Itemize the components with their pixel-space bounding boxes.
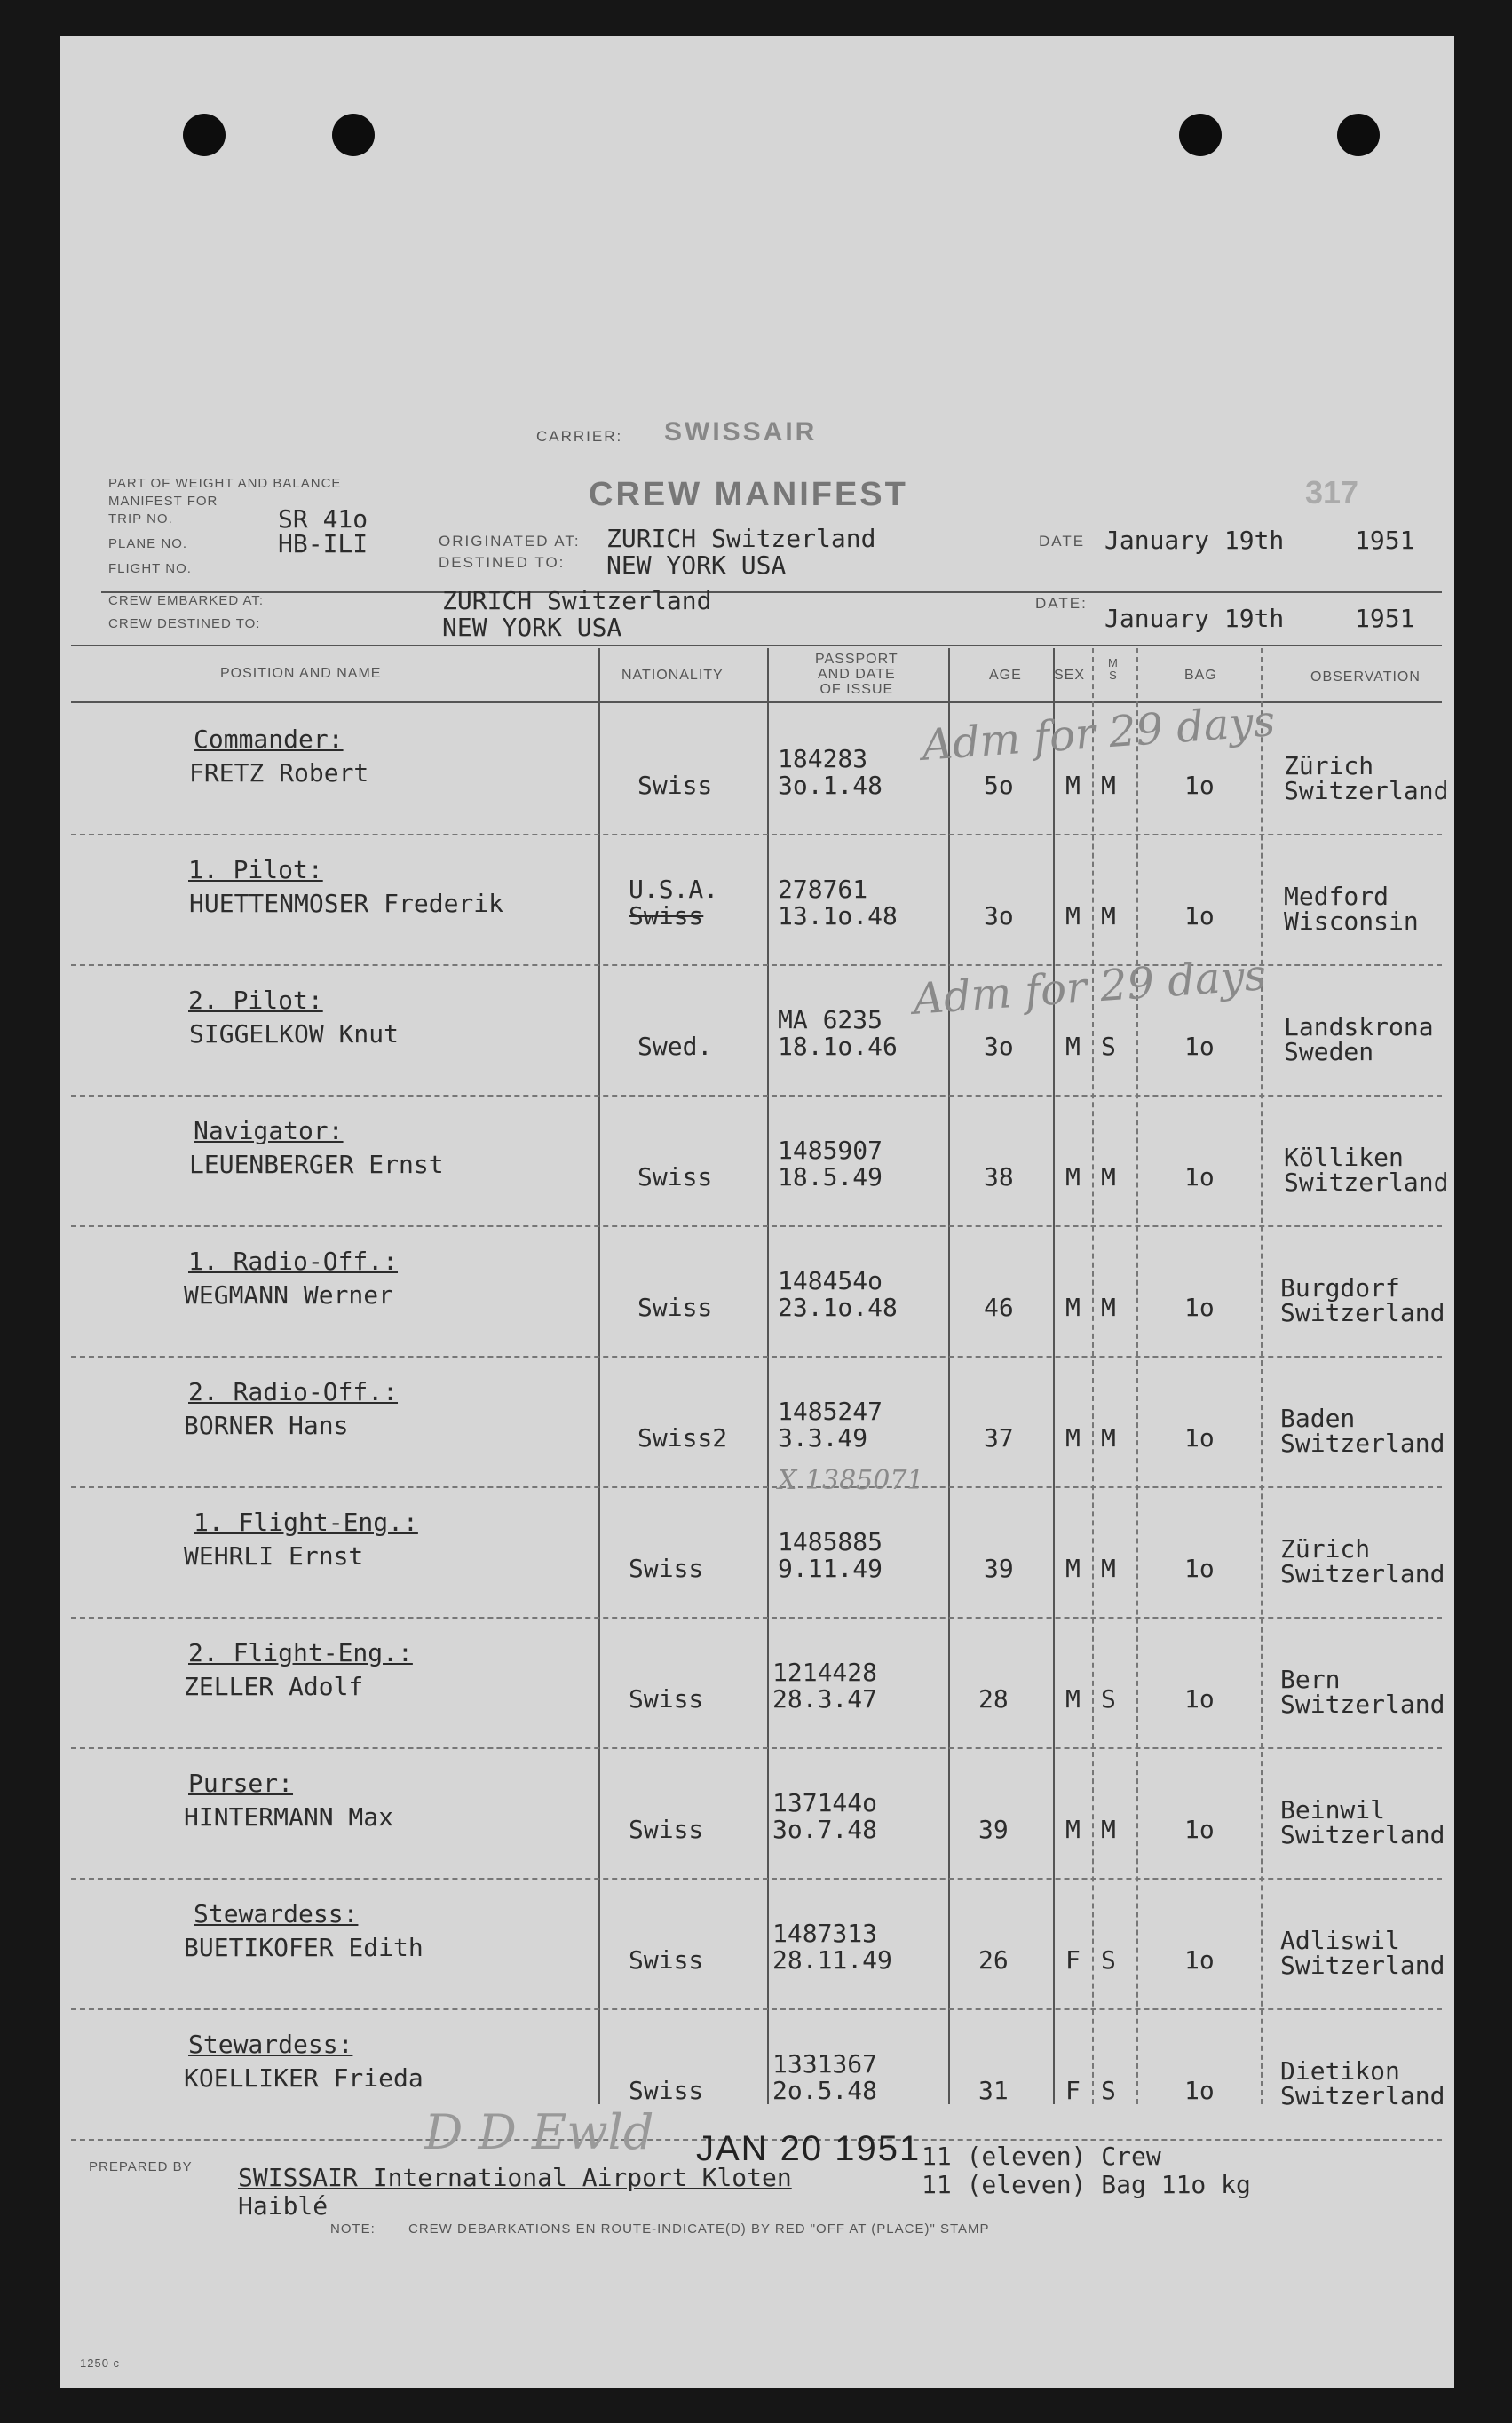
date2-value: January 19th	[1104, 604, 1285, 633]
col-divider	[1261, 648, 1263, 2104]
page-title: CREW MANIFEST	[589, 476, 908, 513]
crew-bag: 1o	[1184, 1032, 1215, 1061]
crew-bag: 1o	[1184, 1554, 1215, 1583]
crew-passport: 1485907	[778, 1136, 883, 1165]
crew-position: Navigator:	[194, 1116, 344, 1145]
punch-hole	[1179, 114, 1222, 156]
col-divider	[767, 648, 769, 2104]
crew-age: 37	[984, 1423, 1014, 1453]
plane-value: HB-ILI	[278, 529, 368, 558]
crew-observation-country: Switzerland	[1284, 776, 1449, 805]
crew-age: 3o	[984, 1032, 1014, 1061]
crew-bag: 1o	[1184, 2076, 1215, 2105]
crew-nationality: Swiss	[629, 1684, 704, 1714]
header-observation: OBSERVATION	[1310, 669, 1421, 685]
crew-sex: F	[1065, 1945, 1081, 1975]
crew-passport: 137144o	[772, 1788, 878, 1817]
received-stamp: JAN 20 1951	[696, 2129, 922, 2168]
crew-sex: M	[1065, 1684, 1081, 1714]
crew-observation-country: Wisconsin	[1284, 907, 1419, 936]
crew-observation-country: Switzerland	[1284, 1168, 1449, 1197]
table-top-rule	[71, 645, 1442, 646]
crew-sex: M	[1065, 1815, 1081, 1844]
bag-total: 11 (eleven) Bag 11o kg	[922, 2170, 1251, 2199]
crew-observation-city: Zürich	[1280, 1534, 1371, 1564]
crew-sex: M	[1065, 1423, 1081, 1453]
crew-marital-status: S	[1101, 1684, 1116, 1714]
date-value: January 19th	[1104, 526, 1285, 555]
row-separator	[71, 834, 1442, 835]
crew-issue-date: 9.11.49	[778, 1554, 883, 1583]
crew-passport: MA 6235	[778, 1005, 883, 1034]
punch-hole	[183, 114, 226, 156]
crew-nationality: U.S.A.	[629, 875, 719, 904]
crew-observation-city: Bern	[1280, 1665, 1341, 1694]
crew-sex: M	[1065, 1032, 1081, 1061]
crew-name: LEUENBERGER Ernst	[189, 1150, 444, 1179]
crew-observation-city: Kölliken	[1284, 1143, 1404, 1172]
flight-label: FLIGHT NO.	[108, 561, 192, 576]
row-separator	[71, 1878, 1442, 1880]
crew-name: BORNER Hans	[184, 1411, 349, 1440]
crew-total: 11 (eleven) Crew	[922, 2142, 1161, 2171]
crew-issue-date: 3o.1.48	[778, 771, 883, 800]
crew-age: 28	[978, 1684, 1009, 1714]
crew-marital-status: M	[1101, 901, 1116, 930]
crew-nationality: Swiss2	[637, 1423, 728, 1453]
note-label: NOTE:	[330, 2221, 376, 2237]
col-divider	[1136, 648, 1138, 2104]
crew-name: WEGMANN Werner	[184, 1280, 394, 1310]
crew-position: 2. Radio-Off.:	[188, 1377, 399, 1406]
date2-label: DATE:	[1035, 595, 1088, 612]
col-divider	[1053, 648, 1055, 2104]
crew-bag: 1o	[1184, 1162, 1215, 1192]
punch-hole	[332, 114, 375, 156]
row-separator	[71, 1225, 1442, 1227]
crew-observation-city: Medford	[1284, 882, 1389, 911]
crew-marital-status: S	[1101, 1032, 1116, 1061]
crew-observation-country: Sweden	[1284, 1037, 1374, 1066]
crew-passport: 1331367	[772, 2049, 878, 2079]
crew-destined-label: CREW DESTINED TO:	[108, 616, 261, 631]
crew-nationality: Swiss	[629, 1554, 704, 1583]
header-position: POSITION AND NAME	[220, 666, 382, 681]
crew-nationality: Swed.	[637, 1032, 713, 1061]
crew-nationality: Swiss	[629, 1945, 704, 1975]
header-ms: M S	[1108, 656, 1119, 682]
crew-age: 39	[978, 1815, 1009, 1844]
crew-nationality: Swiss	[637, 1293, 713, 1322]
crew-name: WEHRLI Ernst	[184, 1541, 364, 1571]
crew-issue-date: 18.5.49	[778, 1162, 883, 1192]
crew-nationality: Swiss	[637, 771, 713, 800]
crew-age: 26	[978, 1945, 1009, 1975]
crew-marital-status: S	[1101, 1945, 1116, 1975]
handwritten-note: X 1385071	[778, 1465, 924, 1496]
col-divider	[948, 648, 950, 2104]
crew-nationality-struck: Swiss	[629, 901, 704, 930]
crew-bag: 1o	[1184, 1423, 1215, 1453]
crew-sex: M	[1065, 771, 1081, 800]
crew-passport: 1485885	[778, 1527, 883, 1556]
col-divider	[598, 648, 600, 2104]
header-nationality: NATIONALITY	[621, 668, 724, 683]
crew-observation-country: Switzerland	[1280, 1951, 1445, 1980]
manifest-for-label: MANIFEST FOR	[108, 494, 218, 509]
form-number: 1250 c	[80, 2356, 121, 2370]
trip-value: SR 41o	[278, 504, 368, 534]
carrier-name: SWISSAIR	[664, 417, 818, 447]
date2-year: 1951	[1355, 604, 1415, 633]
crew-observation-city: Landskrona	[1284, 1012, 1434, 1041]
divider	[101, 591, 1442, 593]
row-separator	[71, 1747, 1442, 1749]
header-sex: SEX	[1054, 668, 1086, 683]
preparer: Haiblé	[238, 2191, 329, 2221]
crew-marital-status: S	[1101, 2076, 1116, 2105]
crew-bag: 1o	[1184, 771, 1215, 800]
crew-age: 38	[984, 1162, 1014, 1192]
crew-name: KOELLIKER Frieda	[184, 2063, 424, 2093]
crew-observation-country: Switzerland	[1280, 1429, 1445, 1458]
prepared-value: SWISSAIR International Airport Kloten	[238, 2163, 792, 2192]
col-divider	[1092, 648, 1094, 2104]
destined-label: DESTINED TO:	[439, 554, 566, 571]
prepared-label: PREPARED BY	[89, 2159, 193, 2174]
crew-sex: F	[1065, 2076, 1081, 2105]
crew-observation-city: Beinwil	[1280, 1795, 1386, 1825]
crew-passport: 278761	[778, 875, 868, 904]
crew-nationality: Swiss	[629, 2076, 704, 2105]
crew-bag: 1o	[1184, 1945, 1215, 1975]
row-separator	[71, 1617, 1442, 1619]
crew-nationality: Swiss	[629, 1815, 704, 1844]
crew-observation-city: Baden	[1280, 1404, 1356, 1433]
crew-observation-city: Adliswil	[1280, 1926, 1400, 1955]
crew-observation-city: Zürich	[1284, 751, 1374, 780]
crew-bag: 1o	[1184, 1293, 1215, 1322]
crew-observation-city: Dietikon	[1280, 2056, 1400, 2086]
punch-hole	[1337, 114, 1380, 156]
crew-observation-country: Switzerland	[1280, 1559, 1445, 1588]
note-text: CREW DEBARKATIONS EN ROUTE-INDICATE(D) BY RED "OFF AT (PLACE)" STAMP	[408, 2221, 990, 2237]
originated-label: ORIGINATED AT:	[439, 533, 581, 550]
crew-marital-status: M	[1101, 1815, 1116, 1844]
crew-sex: M	[1065, 1293, 1081, 1322]
crew-issue-date: 23.1o.48	[778, 1293, 898, 1322]
crew-marital-status: M	[1101, 1554, 1116, 1583]
crew-sex: M	[1065, 1554, 1081, 1583]
crew-observation-country: Switzerland	[1280, 1298, 1445, 1327]
crew-marital-status: M	[1101, 771, 1116, 800]
crew-position: 1. Pilot:	[188, 855, 323, 884]
trip-label: TRIP NO.	[108, 511, 173, 527]
crew-issue-date: 28.11.49	[772, 1945, 892, 1975]
crew-embarked-label: CREW EMBARKED AT:	[108, 593, 265, 608]
handwritten-note: Adm for 29 days	[920, 696, 1277, 771]
row-separator	[71, 1356, 1442, 1358]
header-age: AGE	[989, 668, 1022, 683]
crew-destined-value: NEW YORK USA	[442, 613, 622, 642]
crew-nationality: Swiss	[637, 1162, 713, 1192]
crew-age: 46	[984, 1293, 1014, 1322]
date-year: 1951	[1355, 526, 1415, 555]
crew-name: BUETIKOFER Edith	[184, 1933, 424, 1962]
part-of-label: PART OF WEIGHT AND BALANCE	[108, 476, 342, 491]
crew-position: 2. Pilot:	[188, 986, 323, 1015]
crew-passport: 1485247	[778, 1397, 883, 1426]
crew-position: 1. Radio-Off.:	[188, 1247, 399, 1276]
crew-age: 39	[984, 1554, 1014, 1583]
crew-observation-city: Burgdorf	[1280, 1273, 1400, 1303]
crew-passport: 1214428	[772, 1658, 878, 1687]
crew-age: 31	[978, 2076, 1009, 2105]
crew-issue-date: 13.1o.48	[778, 901, 898, 930]
crew-issue-date: 3o.7.48	[772, 1815, 878, 1844]
crew-passport: 148454o	[778, 1266, 883, 1295]
originated-value: ZURICH Switzerland	[606, 524, 876, 553]
crew-bag: 1o	[1184, 1815, 1215, 1844]
crew-name: HINTERMANN Max	[184, 1802, 394, 1832]
destined-value: NEW YORK USA	[606, 550, 787, 580]
crew-sex: M	[1065, 901, 1081, 930]
crew-observation-country: Switzerland	[1280, 2081, 1445, 2110]
page-number: 317	[1305, 474, 1359, 511]
crew-position: Purser:	[188, 1769, 294, 1798]
plane-label: PLANE NO.	[108, 536, 188, 551]
crew-position: 2. Flight-Eng.:	[188, 1638, 413, 1667]
crew-name: SIGGELKOW Knut	[189, 1019, 400, 1049]
crew-marital-status: M	[1101, 1162, 1116, 1192]
carrier-label: CARRIER:	[536, 428, 623, 445]
crew-position: Stewardess:	[188, 2030, 353, 2059]
header-bag: BAG	[1184, 668, 1217, 683]
crew-observation-country: Switzerland	[1280, 1820, 1445, 1849]
header-passport: PASSPORT AND DATE OF ISSUE	[815, 652, 898, 697]
crew-marital-status: M	[1101, 1423, 1116, 1453]
crew-issue-date: 18.1o.46	[778, 1032, 898, 1061]
manifest-sheet	[60, 36, 1454, 2388]
handwritten-note: Adm for 29 days	[911, 950, 1268, 1025]
row-separator	[71, 2008, 1442, 2010]
crew-marital-status: M	[1101, 1293, 1116, 1322]
crew-bag: 1o	[1184, 901, 1215, 930]
crew-issue-date: 2o.5.48	[772, 2076, 878, 2105]
crew-position: 1. Flight-Eng.:	[194, 1508, 418, 1537]
crew-passport: 1487313	[772, 1919, 878, 1948]
crew-position: Commander:	[194, 725, 344, 754]
crew-bag: 1o	[1184, 1684, 1215, 1714]
crew-observation-country: Switzerland	[1280, 1690, 1445, 1719]
row-separator	[71, 1486, 1442, 1488]
crew-age: 3o	[984, 901, 1014, 930]
row-separator	[71, 1095, 1442, 1097]
crew-passport: 184283	[778, 744, 868, 773]
crew-issue-date: 3.3.49	[778, 1423, 868, 1453]
crew-age: 5o	[984, 771, 1014, 800]
crew-position: Stewardess:	[194, 1899, 359, 1928]
crew-name: FRETZ Robert	[189, 758, 369, 788]
crew-name: ZELLER Adolf	[184, 1672, 364, 1701]
signature: D D Ewld	[424, 2104, 654, 2160]
crew-sex: M	[1065, 1162, 1081, 1192]
crew-issue-date: 28.3.47	[772, 1684, 878, 1714]
date-label: DATE	[1039, 533, 1086, 550]
crew-embarked-value: ZURICH Switzerland	[442, 586, 712, 615]
crew-name: HUETTENMOSER Frederik	[189, 889, 504, 918]
